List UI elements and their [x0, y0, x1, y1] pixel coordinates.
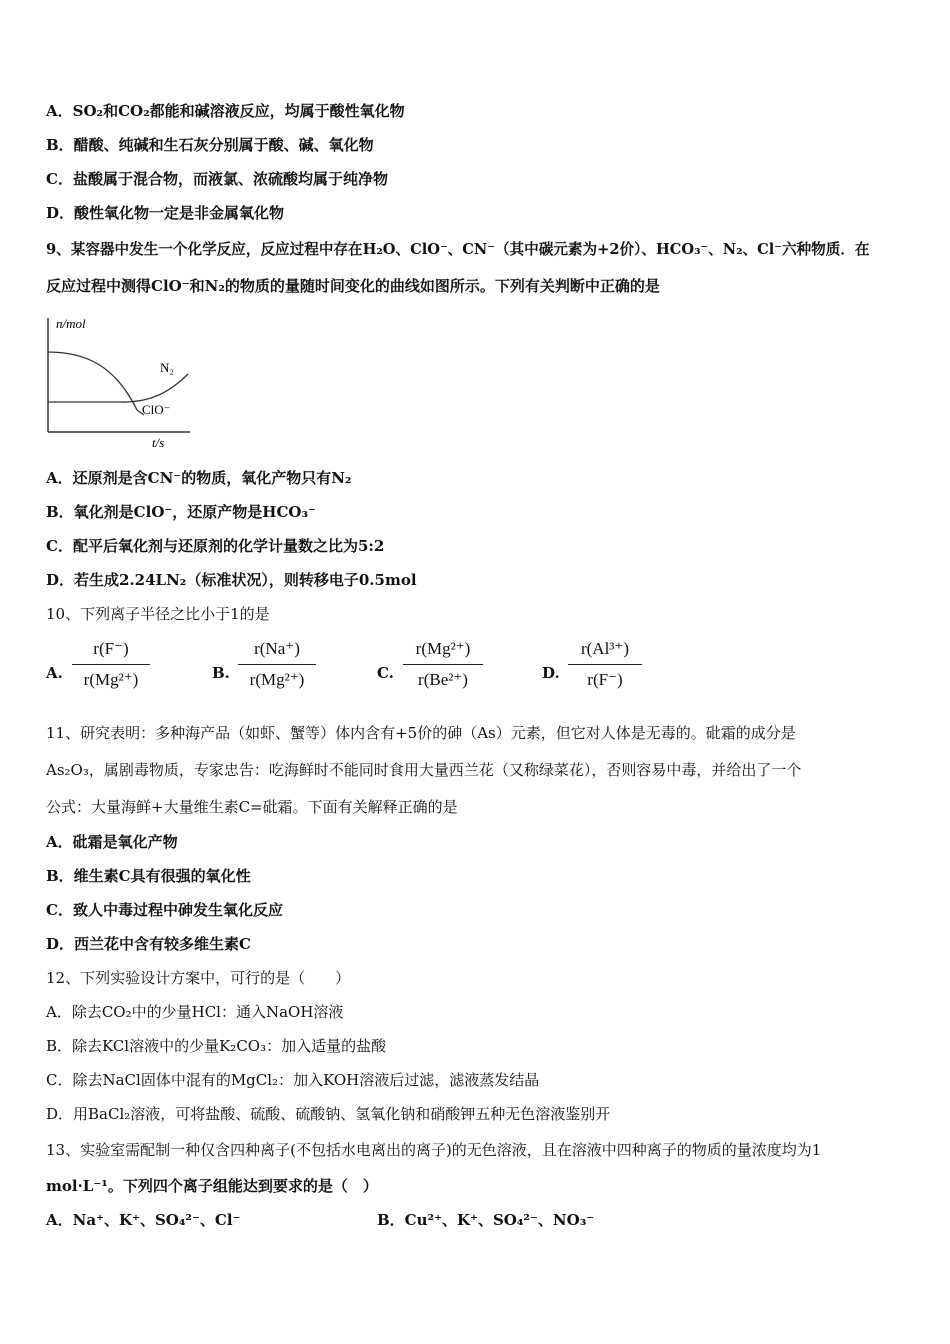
q10-b-denominator: r(Mg²⁺) [249, 670, 305, 689]
q10-a-numerator: r(F⁻) [93, 639, 129, 658]
q11-stem-line1: 11、研究表明：多种海产品（如虾、蟹等）体内含有+5价的砷（As）元素，但它对人体是无毒的。砒霜的成分是 [46, 724, 796, 742]
q13-option-a: A．Na⁺、K⁺、SO₄²⁻、Cl⁻ [46, 1211, 241, 1229]
q9-option-a: A．还原剂是含CN⁻的物质，氧化产物只有N₂ [46, 469, 352, 487]
q10-option-b-label: B. [212, 664, 230, 682]
q10-b-numerator: r(Na⁺) [254, 639, 300, 658]
q8-option-a: A．SO₂和CO₂都能和碱溶液反应，均属于酸性氧化物 [46, 102, 405, 120]
x-axis-label: t/s [152, 435, 165, 450]
q13-stem-line2: mol·L⁻¹。下列四个离子组能达到要求的是（ ） [46, 1177, 378, 1195]
q12-option-c: C．除去NaCl固体中混有的MgCl₂：加入KOH溶液后过滤，滤液蒸发结晶 [46, 1071, 540, 1089]
q10-option-a-fraction [72, 636, 150, 693]
clo-label: ClO⁻ [142, 402, 171, 417]
q11-stem-line3: 公式：大量海鲜+大量维生素C=砒霜。下面有关解释正确的是 [46, 798, 458, 816]
q12-stem: 12、下列实验设计方案中，可行的是（ ） [46, 969, 351, 987]
q11-option-b: B．维生素C具有很强的氧化性 [46, 867, 251, 885]
q10-d-numerator: r(Al³⁺) [580, 639, 630, 658]
q10-option-c-label: C. [377, 664, 394, 682]
q10-option-d-fraction [568, 636, 642, 693]
q8-option-d: D．酸性氧化物一定是非金属氧化物 [46, 204, 285, 222]
q13-stem-line1: 13、实验室需配制一种仅含四种离子(不包括水电离出的离子)的无色溶液，且在溶液中四种离子的物质的量浓度均为1 [46, 1141, 822, 1159]
q9-graph [40, 310, 200, 450]
q10-option-b-fraction [238, 636, 316, 693]
q11-option-c: C．致人中毒过程中砷发生氧化反应 [46, 901, 283, 919]
q10-d-denominator: r(F⁻) [587, 670, 623, 689]
q13-option-b: B．Cu²⁺、K⁺、SO₄²⁻、NO₃⁻ [377, 1211, 595, 1229]
q10-c-denominator: r(Be²⁺) [418, 670, 468, 689]
q12-option-d: D．用BaCl₂溶液，可将盐酸、硫酸、硫酸钠、氢氧化钠和硝酸钾五种无色溶液鉴别开 [46, 1105, 611, 1123]
q12-option-b: B．除去KCl溶液中的少量K₂CO₃：加入适量的盐酸 [46, 1037, 387, 1055]
q9-option-b: B．氧化剂是ClO⁻，还原产物是HCO₃⁻ [46, 503, 316, 521]
q9-stem-line1: 9、某容器中发生一个化学反应，反应过程中存在H₂O、ClO⁻、CN⁻（其中碳元素为+2价）、HCO₃⁻、N₂、Cl⁻六种物质．在 [46, 241, 870, 258]
n2-curve [48, 374, 188, 402]
q10-option-d-label: D. [542, 664, 560, 682]
q9-option-d: D．若生成2.24LN₂（标准状况），则转移电子0.5mol [46, 571, 417, 589]
q9-stem-line2: 反应过程中测得ClO⁻和N₂的物质的量随时间变化的曲线如图所示。下列有关判断中正确的是 [46, 277, 660, 295]
q11-stem-line2: As₂O₃，属剧毒物质，专家忠告：吃海鲜时不能同时食用大量西兰花（又称绿菜花），否则容易中毒，并给出了一个 [46, 761, 802, 779]
q10-c-numerator: r(Mg²⁺) [415, 639, 471, 658]
q10-a-denominator: r(Mg²⁺) [83, 670, 139, 689]
q12-option-a: A．除去CO₂中的少量HCl：通入NaOH溶液 [46, 1003, 344, 1021]
n2-label: N₂ [160, 360, 174, 375]
clo-curve [48, 352, 137, 410]
q10-option-a-label: A. [46, 664, 63, 682]
q11-option-d: D．西兰花中含有较多维生素C [46, 935, 251, 953]
q9-option-c: C．配平后氧化剂与还原剂的化学计量数之比为5:2 [46, 537, 385, 555]
q10-stem: 10、下列离子半径之比小于1的是 [46, 605, 270, 623]
q10-option-c-fraction [403, 636, 483, 693]
y-axis-label: n/mol [56, 316, 86, 331]
q8-option-c: C．盐酸属于混合物，而液氯、浓硫酸均属于纯净物 [46, 170, 388, 188]
q8-option-b: B．醋酸、纯碱和生石灰分别属于酸、碱、氧化物 [46, 136, 374, 154]
q11-option-a: A．砒霜是氧化产物 [46, 833, 178, 851]
